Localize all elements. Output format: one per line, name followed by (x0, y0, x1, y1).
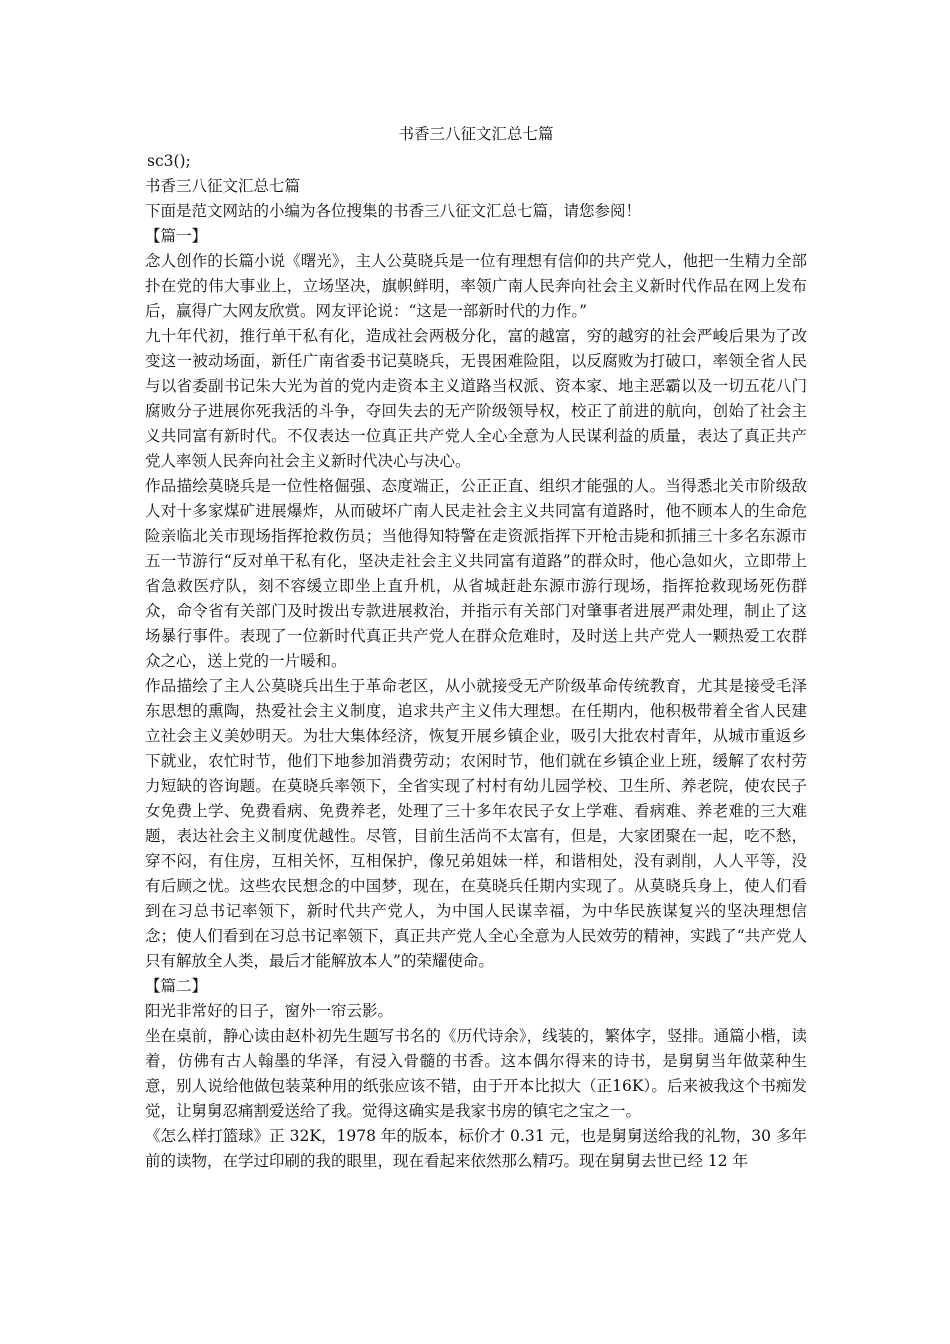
paragraph-4: 作品描绘了主人公莫晓兵出生于革命老区，从小就接受无产阶级革命传统教育，尤其是接受毛泽东思想的熏陶，热爱社会主义制度，追求共产主义伟大理想。在任期内，他积极带着全省人民建立社会主义美妙明天。为壮大集体经济，恢复开展乡镇企业，吸引大批农村青年，从城市重返乡下就业，农忙时节，他们下地参加消费劳动；农闲时节，他们就在乡镇企业上班，缓解了农村劳力短缺的咨询题。在莫晓兵率领下，全省实现了村村有幼儿园学校、卫生所、养老院，使农民子女免费上学、免费看病、免费养老，处理了三十多年农民子女上学难、看病难、养老难的三大难题，表达社会主义制度优越性。尽管，目前生活尚不太富有，但是，大家团聚在一起，吃不愁，穿不闷，有住房，互相关怀，互相保护，像兄弟姐妹一样，和谐相处，没有剥削，人人平等，没有后顾之忧。这些农民想念的中国梦，现在，在莫晓兵任期内实现了。从莫晓兵身上，使人们看到在习总书记率领下，新时代共产党人，为中国人民谋幸福，为中华民族谋复兴的坚决理想信念；使人们看到在习总书记率领下，真正共产党人全心全意为人民效劳的精神，实践了“共产党人只有解放全人类，最后才能解放本人”的荣耀使命。 (145, 677, 807, 970)
intro-paragraph: 下面是范文网站的小编为各位搜集的书香三八征文汇总七篇，请您参阅！ (145, 202, 642, 220)
paragraph-7: 《怎么样打篮球》正 32K，1978 年的版本，标价才 0.31 元，也是舅舅送给我的礼物，30 多年前的读物，在学过印刷的我的眼里，现在看起来依然那么精巧。现在舅舅去世已经 12 年 (145, 1127, 807, 1170)
paragraph-1: 念人创作的长篇小说《曙光》，主人公莫晓兵是一位有理想有信仰的共产党人，他把一生精力全部扑在党的伟大事业上，立场坚决，旗帜鲜明，率领广南人民奔向社会主义新时代作品在网上发布后，赢得广大网友欣赏。网友评论说：“这是一部新时代的力作。” (145, 252, 807, 320)
code-line: sc3(); (147, 152, 191, 170)
section-label-1: 【篇一】 (145, 227, 208, 245)
paragraph-3: 作品描绘莫晓兵是一位性格倔强、态度端正，公正正直、组织才能强的人。当得悉北关市阶级敌人对十多家煤矿进展爆炸，从而破坏广南人民走社会主义共同富有道路时，他不顾本人的生命危险亲临北关市现场指挥抢救伤员；当他得知特警在走资派指挥下开枪击毙和抓捕三十多名东源市五一节游行“反对单干私有化，坚决走社会主义共同富有道路”的群众时，他心急如火，立即带上省急救医疗队，刻不容缓立即坐上直升机，从省城赶赴东源市游行现场，指挥抢救现场死伤群众，命令省有关部门及时拨出专款进展救治，并指示有关部门对肇事者进展严肃处理，制止了这场暴行事件。表现了一位新时代真正共产党人在群众危难时，及时送上共产党人一颗热爱工农群众之心，送上党的一片暖和。 (145, 477, 807, 670)
paragraph-2: 九十年代初，推行单干私有化，造成社会两极分化，富的越富，穷的越穷的社会严峻后果为了改变这一被动场面，新任广南省委书记莫晓兵，无畏困难险阻，以反腐败为打破口，率领全省人民与以省委副书记朱大光为首的党内走资本主义道路当权派、资本家、地主恶霸以及一切五花八门腐败分子进展你死我活的斗争，夺回失去的无产阶级领导权，校正了前进的航向，创始了社会主义共同富有新时代。不仅表达一位真正共产党人全心全意为人民谋利益的质量，表达了真正共产党人率领人民奔向社会主义新时代决心与决心。 (145, 327, 807, 470)
paragraph-6: 坐在桌前，静心读由赵朴初先生题写书名的《历代诗余》，线装的，繁体字，竖排。通篇小楷，读着，仿佛有古人翰墨的华泽，有浸入骨髓的书香。这本偶尔得来的诗书，是舅舅当年做菜种生意，别人说给他做包装菜种用的纸张应该不错，由于开本比拟大（正16K）。后来被我这个书痴发觉，让舅舅忍痛割爱送给了我。觉得这确实是我家书房的镇宅之宝之一。 (145, 1027, 807, 1120)
document-title: 书香三八征文汇总七篇 (398, 125, 554, 143)
repeated-heading: 书香三八征文汇总七篇 (145, 177, 301, 195)
document-body (145, 122, 807, 1174)
paragraph-5: 阳光非常好的日子，窗外一帘云影。 (145, 1002, 394, 1020)
section-label-2: 【篇二】 (145, 977, 208, 995)
